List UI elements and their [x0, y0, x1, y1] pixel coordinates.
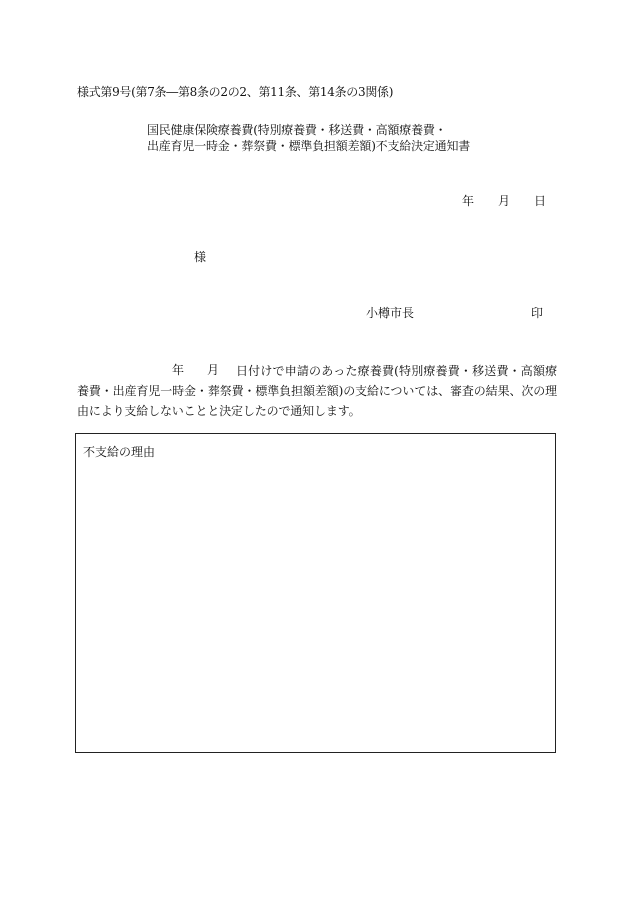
reason-box	[75, 433, 556, 753]
body-month-label: 月	[207, 363, 220, 377]
date-month-label: 月	[498, 194, 511, 208]
reason-label: 不支給の理由	[83, 445, 156, 459]
form-number: 様式第9号(第7条―第8条の2の2、第11条、第14条の3関係)	[77, 85, 394, 99]
issuer-title: 小樽市長	[366, 306, 415, 320]
body-year-label: 年	[172, 363, 185, 377]
seal-mark: 印	[531, 306, 544, 320]
date-day-label: 日	[534, 194, 547, 208]
addressee-honorific: 様	[194, 250, 207, 264]
document-title-line-1: 国民健康保険療養費(特別療養費・移送費・高額療養費・	[147, 123, 447, 137]
date-year-label: 年	[462, 194, 475, 208]
notice-body-text: 日付けで申請のあった療養費(特別療養費・移送費・高額療養費・出産育児一時金・葬祭費・標準負担額差額)の支給については、審査の結果、次の理由により支給しないことと決定したので通知します。	[77, 364, 557, 418]
document-title-line-2: 出産育児一時金・葬祭費・標準負担額差額)不支給決定通知書	[147, 139, 471, 153]
